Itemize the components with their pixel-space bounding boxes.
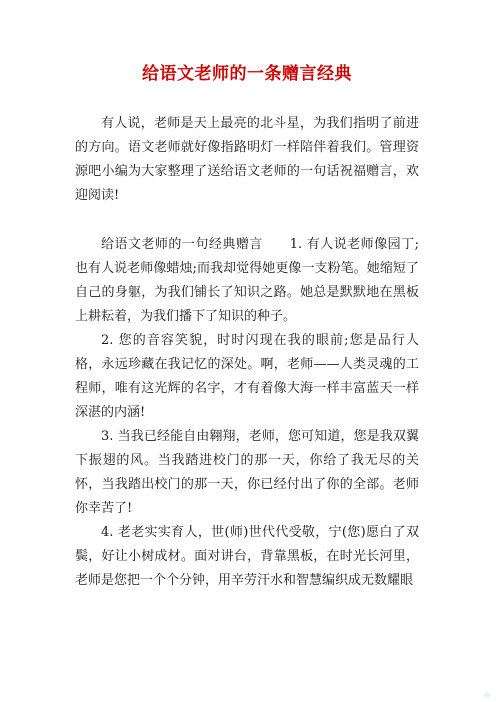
paragraph-2: 2. 您的音容笑貌，时时闪现在我的眼前;您是品行人格，永远珍藏在我记忆的深处。啊，老师——人类灵魂的工程师，唯有这光辉的名字，才有着像大海一样丰富蓝天一样深湛的内涵! bbox=[75, 333, 419, 420]
paragraph-3: 3. 当我已经能自由翱翔，老师，您可知道，您是我双翼下振翅的风。当我踏进校门的那一天，你给了我无尽的关怀，当我踏出校门的那一天，你已经付出了你的全部。老师你幸苦了! bbox=[75, 429, 419, 516]
document-title: 给语文老师的一条赠言经典 bbox=[142, 64, 352, 84]
corner-dot-mark bbox=[484, 692, 490, 698]
paragraph-4: 4. 老老实实育人，世(师)世代代受敬，宁(您)愿白了双鬓，好让小树成材。面对讲台，背靠黑板，在时光长河里，老师是您把一个个分钟，用辛劳汗水和智慧编织成无数耀眼 bbox=[75, 525, 419, 588]
paragraph-1: 给语文老师的一句经典赠言 1. 有人说老师像园丁;也有人说老师像蜡烛;而我却觉得她更像一支粉笔。她缩短了自己的身躯，为我们铺长了知识之路。她总是默默地在黑板上耕耘着，为我们播下了知识的种子。 bbox=[75, 237, 419, 324]
intro-paragraph: 有人说，老师是天上最亮的北斗星，为我们指明了前进的方向。语文老师就好像指路明灯一样陪伴着我们。管理资源吧小编为大家整理了送给语文老师的一句话祝福赠言，欢迎阅读! bbox=[75, 116, 419, 203]
